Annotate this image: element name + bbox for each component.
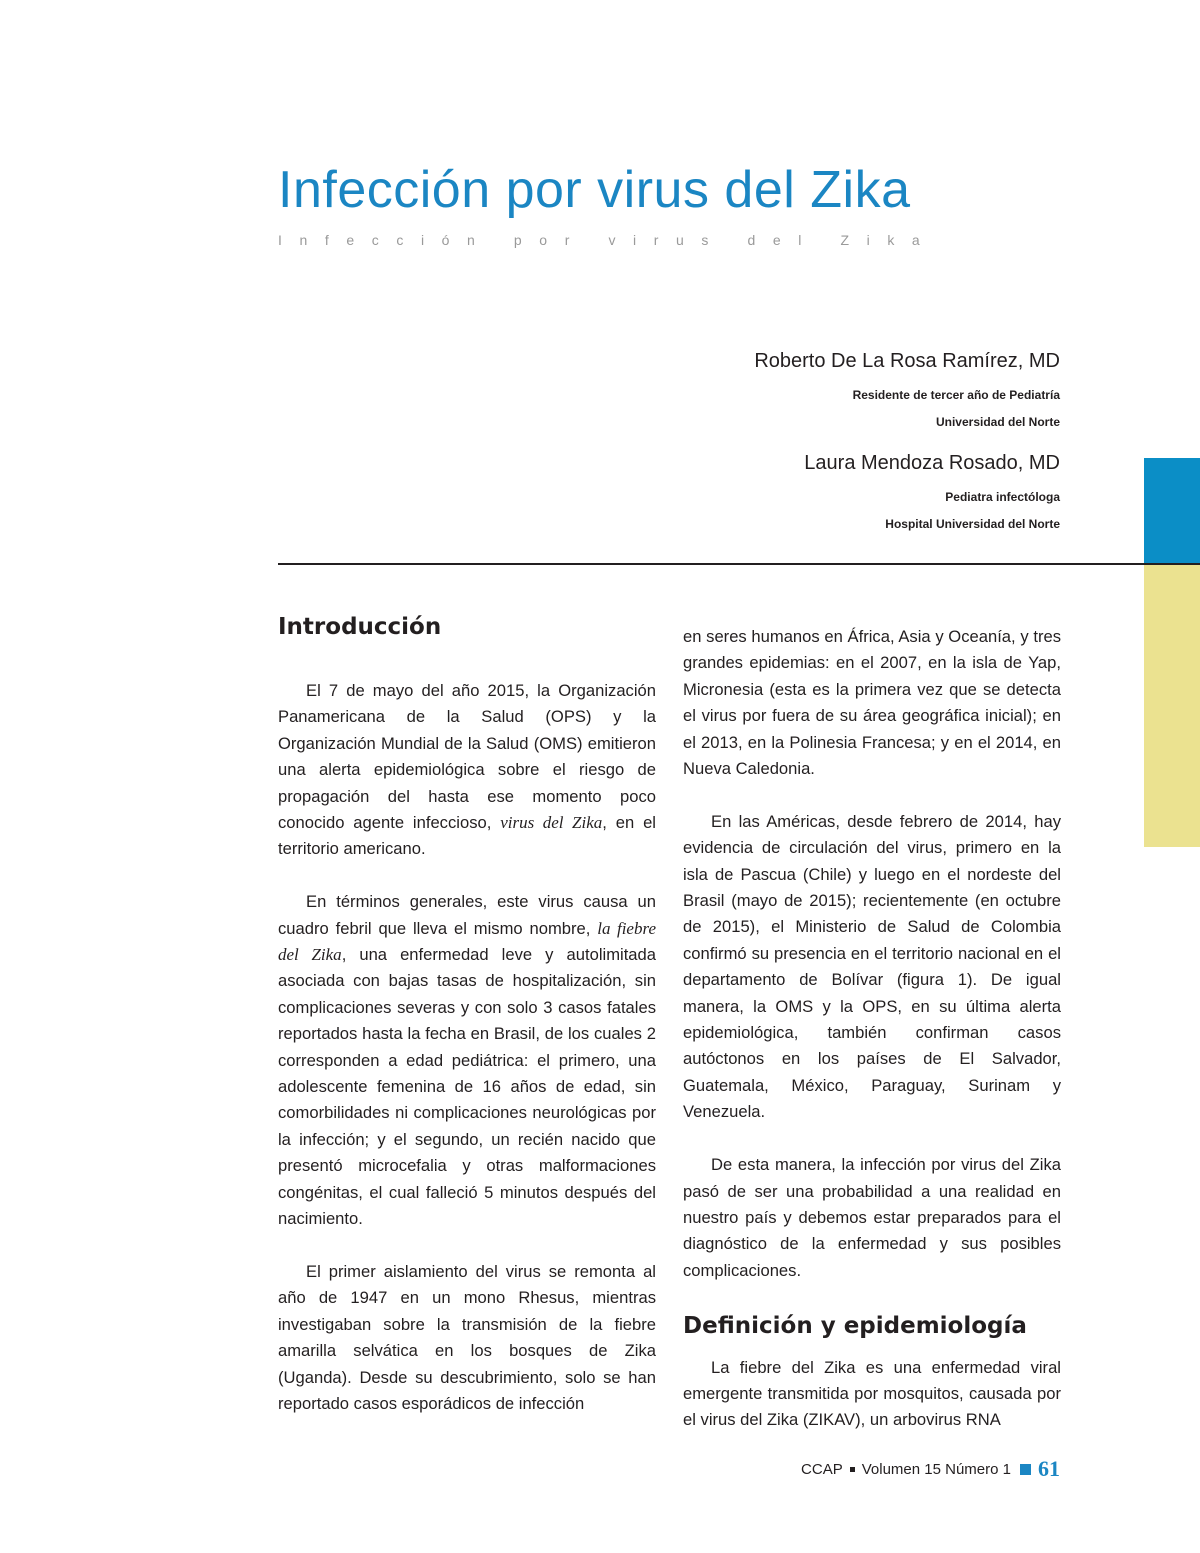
paragraph: La fiebre del Zika es una enfermedad viral emergente transmitida por mosquitos, causada por el virus del Zika (ZIKAV), un arbovirus RNA	[683, 1357, 1061, 1430]
author-block	[754, 450, 1060, 531]
section-heading-introduccion: Introducción	[278, 614, 442, 640]
italic-term: virus del Zika	[500, 813, 603, 833]
italic-term: la fiebre del Zika	[278, 918, 657, 965]
paragraph-text: El 7 de mayo del año 2015, la Organización Panamericana de la Salud (OPS) y la Organización Mundial de la Salud (OMS) emitieron una alerta epidemiológica sobre el riesgo de propagación del hasta ese momento poco conocido agente infeccioso,	[278, 681, 656, 833]
page-footer	[801, 1456, 1060, 1482]
author-name: Roberto De La Rosa Ramírez, MD	[754, 350, 1060, 372]
section-tab-blue	[1144, 458, 1200, 563]
author-affiliation: Pediatra infectóloga	[945, 490, 1060, 504]
paragraph: En las Américas, desde febrero de 2014, hay evidencia de circulación del virus, primero en la isla de Pascua (Chile) y luego en el nordeste del Brasil (mayo de 2015); recientemente (en octubre de 2015), el Ministerio de Salud de Colombia confirmó su presencia en el territorio nacional en el departamento de Bolívar (figura 1). De igual manera, la OMS y la OPS, en su última alerta epidemiológica, también confirman casos autóctonos en los países de El Salvador, Guatemala, México, Paraguay, Surinam y Venezuela.	[683, 811, 1061, 1122]
bullet-separator-icon	[850, 1467, 855, 1472]
right-column	[683, 624, 1061, 1460]
paragraph-text: , en el territorio americano.	[278, 813, 656, 859]
left-column	[278, 612, 656, 1444]
paragraph: en seres humanos en África, Asia y Oceanía, y tres grandes epidemias: en el 2007, en la isla de Yap, Micronesia (esta es la primera vez que se detecta el virus por fuera de su área geográfica inicial); en el 2013, en la Polinesia Francesa; y en el 2014, en Nueva Caledonia.	[683, 627, 1061, 779]
section-tab-yellow	[1144, 565, 1200, 847]
paragraph: El primer aislamiento del virus se remonta al año de 1947 en un mono Rhesus, mientras investigaban sobre la transmisión de la fiebre amarilla selvática en los bosques de Zika (Uganda). Desde su descubrimiento, solo se han reportado casos esporádicos de infección	[278, 1261, 656, 1413]
page-number: 61	[1038, 1456, 1060, 1481]
paragraph	[278, 678, 656, 863]
article-title: Infección por virus del Zika	[278, 161, 911, 219]
square-marker-icon	[1020, 1464, 1031, 1475]
author-name: Laura Mendoza Rosado, MD	[804, 452, 1060, 474]
journal-volume: Volumen 15 Número 1	[861, 1460, 1011, 1478]
section-heading-definicion: Definición y epidemiología	[683, 1312, 1027, 1339]
header-divider	[278, 563, 1200, 565]
article-subtitle: Infección por virus del Zika	[278, 232, 938, 248]
author-list	[754, 348, 1060, 531]
author-affiliation: Hospital Universidad del Norte	[885, 517, 1060, 531]
author-block	[754, 348, 1060, 429]
paragraph: De esta manera, la infección por virus del Zika pasó de ser una probabilidad a una realidad en nuestro país y debemos estar preparados para el diagnóstico de la enfermedad y sus posibles complicaciones.	[683, 1155, 1061, 1280]
author-affiliation: Universidad del Norte	[935, 415, 1060, 429]
paragraph	[278, 889, 656, 1232]
paragraph-text: En términos generales, este virus causa un cuadro febril que lleva el mismo nombre,	[278, 892, 656, 938]
author-affiliation: Residente de tercer año de Pediatría	[852, 388, 1060, 402]
paragraph-text: , una enfermedad leve y autolimitada asociada con bajas tasas de hospitalización, sin complicaciones severas y con solo 3 casos fatales reportados hasta la fecha en Brasil, de los cuales 2 corresponden a edad pediátrica: el primero, una adolescente femenina de 16 años de edad, sin comorbilidades ni complicaciones neurológicas por la infección; y el segundo, un recién nacido que presentó microcefalia y otras malformaciones congénitas, el cual falleció 5 minutos después del nacimiento.	[278, 945, 656, 1229]
journal-name: CCAP	[801, 1460, 843, 1478]
